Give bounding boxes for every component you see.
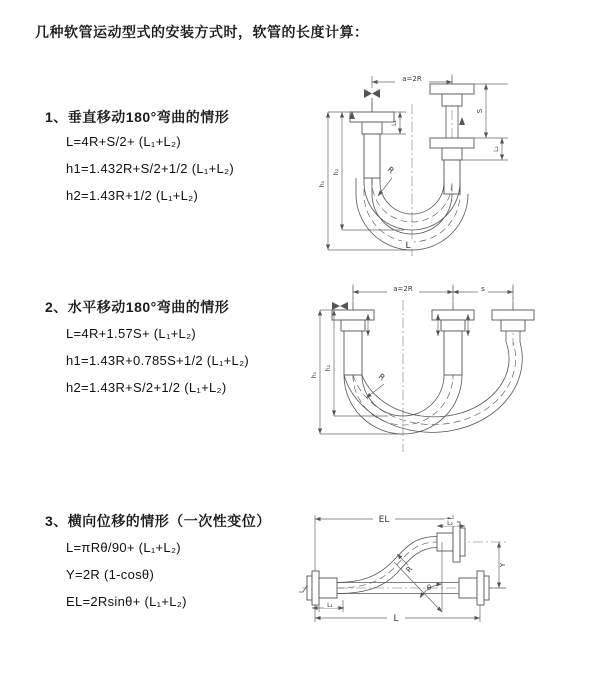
valve-icon xyxy=(364,89,380,112)
section-3-formula-el: EL=2Rsinθ+ (L₁+L₂) xyxy=(66,594,187,609)
dim-el xyxy=(315,511,453,571)
displaced-fitting xyxy=(492,310,534,342)
dim-h2-label: h₂ xyxy=(325,364,332,372)
dim-s xyxy=(474,84,508,138)
dim-l1-label: L₁ xyxy=(391,120,398,126)
section-1-formula-h1: h1=1.432R+S/2+1/2 (L₁+L₂) xyxy=(66,161,234,176)
dim-h1-label: h₁ xyxy=(311,371,318,379)
curved-hose xyxy=(337,537,437,594)
radius-label: R xyxy=(376,371,387,383)
up-arrow-icon xyxy=(459,117,465,125)
radius-label: R xyxy=(403,564,415,575)
page-title: 几种软管运动型式的安装方式时，软管的长度计算： xyxy=(35,24,369,40)
radius-label: R xyxy=(385,164,396,176)
dim-l2-label: L₂ xyxy=(447,520,453,527)
section-2-formula-l: L=4R+1.57S+ (L₁+L₂) xyxy=(66,326,197,341)
dim-a-2r xyxy=(353,284,513,310)
left-flange xyxy=(307,571,337,605)
dim-y xyxy=(489,542,507,588)
dim-s xyxy=(453,284,513,293)
hose-arcs xyxy=(344,342,522,434)
dim-a-2r-label: a=2R xyxy=(402,75,422,83)
diagram-lateral-displacement xyxy=(298,508,600,638)
dim-a-2r-label: a=2R xyxy=(393,285,413,293)
dim-l2 xyxy=(437,519,465,527)
section-2-heading: 2、水平移动180°弯曲的情形 xyxy=(45,299,230,315)
dim-h2-label: h₂ xyxy=(333,168,340,176)
left-fitting xyxy=(349,111,394,178)
dim-s-label: s xyxy=(481,285,485,293)
section-3-formula-l: L=πRθ/90+ (L₁+L₂) xyxy=(66,540,181,555)
angle-theta-label: θ xyxy=(426,584,432,592)
centerlines xyxy=(372,74,452,256)
section-1-formula-h2: h2=1.43R+1/2 (L₁+L₂) xyxy=(66,188,199,203)
dim-l-label: L xyxy=(393,614,399,624)
length-l-label: L xyxy=(405,241,411,251)
section-2-formula-h2: h2=1.43R+S/2+1/2 (L₁+L₂) xyxy=(66,380,227,395)
dim-y-label: Y xyxy=(499,562,507,568)
section-1-formula-l: L=4R+S/2+ (L₁+L₂) xyxy=(66,134,181,149)
diagram-vertical-180-bend xyxy=(312,66,590,260)
section-3-heading: 3、横向位移的情形（一次性变位） xyxy=(45,513,271,529)
section-2-formula-h1: h1=1.43R+0.785S+1/2 (L₁+L₂) xyxy=(66,353,250,368)
dim-el-label: EL xyxy=(378,515,390,525)
dim-l1-label: L₁ xyxy=(327,602,333,609)
dim-l2-label: L₂ xyxy=(493,146,500,152)
dim-s-label: S xyxy=(476,108,484,114)
right-flange xyxy=(459,571,489,605)
dim-h1-label: h₁ xyxy=(319,180,326,188)
upper-flange xyxy=(437,522,465,562)
diagram-horizontal-180-bend xyxy=(308,280,596,460)
radius-callout xyxy=(378,165,396,196)
section-3-formula-y: Y=2R (1-cosθ) xyxy=(66,567,155,582)
radius-callout xyxy=(366,372,387,398)
right-fitting xyxy=(430,84,474,194)
centerlines xyxy=(353,284,513,452)
valve-icon xyxy=(332,302,348,310)
section-1-heading: 1、垂直移动180°弯曲的情形 xyxy=(45,109,230,125)
